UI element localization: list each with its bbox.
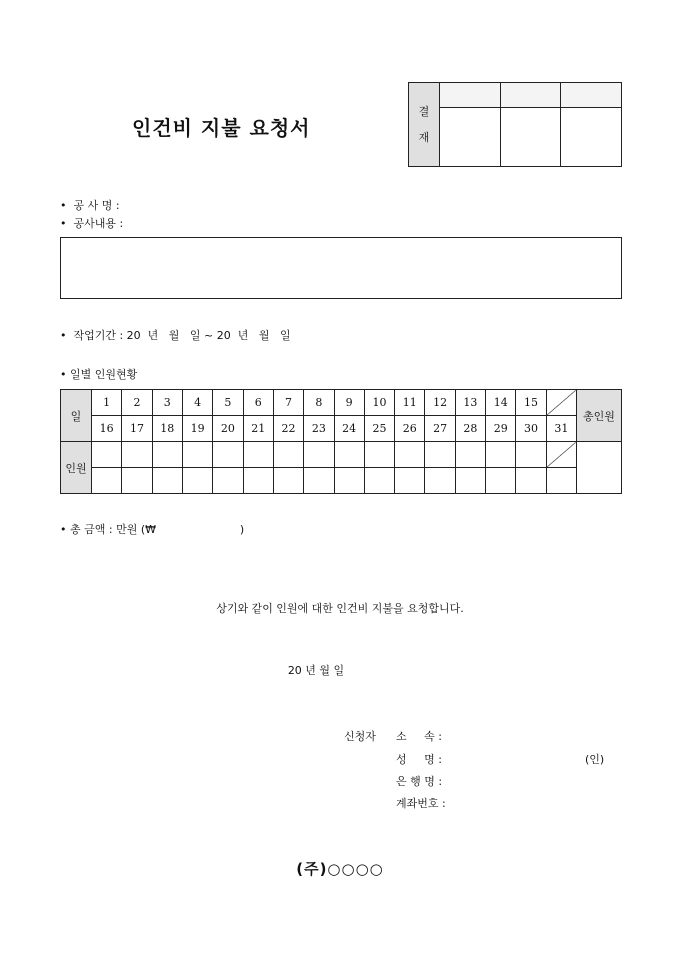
day-cell: 28 — [455, 416, 485, 442]
personnel-cell — [273, 442, 303, 468]
empty-diagonal-cell — [546, 442, 576, 468]
bank-label: 은 행 명 : — [396, 775, 443, 788]
day-row-2 — [61, 416, 622, 442]
day-cell: 30 — [516, 416, 546, 442]
approval-header-1 — [440, 83, 501, 108]
personnel-cell — [425, 442, 455, 468]
company-name: (주)○○○○ — [296, 860, 384, 878]
personnel-cell — [516, 442, 546, 468]
approval-header-2 — [500, 83, 561, 108]
personnel-cell — [486, 442, 516, 468]
day-cell: 13 — [455, 390, 485, 416]
personnel-cell — [455, 442, 485, 468]
personnel-cell — [152, 442, 182, 468]
empty-diagonal-cell — [546, 390, 576, 416]
personnel-cell — [364, 442, 394, 468]
personnel-cell — [455, 468, 485, 494]
day-cell: 24 — [334, 416, 364, 442]
personnel-cell — [213, 442, 243, 468]
personnel-cell — [182, 442, 212, 468]
day-cell: 16 — [92, 416, 122, 442]
day-cell: 2 — [122, 390, 152, 416]
document-title: 인건비 지불 요청서 — [132, 116, 311, 140]
day-cell: 18 — [152, 416, 182, 442]
personnel-label-cell: 인원 — [61, 442, 92, 494]
approval-sign-3 — [561, 108, 622, 167]
project-content-field: • 공사내용 : — [60, 217, 124, 230]
personnel-cell — [304, 468, 334, 494]
personnel-cell — [182, 468, 212, 494]
day-cell: 23 — [304, 416, 334, 442]
day-cell: 21 — [243, 416, 273, 442]
day-cell: 11 — [395, 390, 425, 416]
daily-personnel-table — [60, 389, 622, 494]
day-cell: 10 — [364, 390, 394, 416]
personnel-cell — [364, 468, 394, 494]
personnel-cell — [425, 468, 455, 494]
day-cell: 6 — [243, 390, 273, 416]
account-label: 계좌번호 : — [396, 797, 446, 810]
day-cell: 26 — [395, 416, 425, 442]
name-label: 성 명 : — [396, 753, 442, 766]
personnel-cell — [213, 468, 243, 494]
day-cell: 5 — [213, 390, 243, 416]
day-cell: 1 — [92, 390, 122, 416]
project-name-field: • 공 사 명 : — [60, 199, 120, 212]
personnel-cell — [273, 468, 303, 494]
personnel-cell — [486, 468, 516, 494]
day-cell: 17 — [122, 416, 152, 442]
personnel-cell — [516, 468, 546, 494]
personnel-cell — [92, 442, 122, 468]
daily-heading: • 일별 인원현황 — [60, 368, 138, 381]
personnel-cell — [546, 468, 576, 494]
project-name-label: 공 사 명 : — [73, 199, 120, 212]
day-row-1 — [61, 390, 622, 416]
personnel-cell — [243, 442, 273, 468]
approval-box — [408, 82, 622, 167]
affiliation-label: 소 속 : — [396, 730, 442, 743]
day-cell: 27 — [425, 416, 455, 442]
day-cell: 29 — [486, 416, 516, 442]
seal-label: (인) — [585, 753, 605, 766]
approval-label — [409, 83, 440, 167]
day-cell: 22 — [273, 416, 303, 442]
day-cell: 31 — [546, 416, 576, 442]
work-period-label: 작업기간 : 20 년 월 일 ~ 20 년 월 일 — [73, 329, 291, 342]
request-statement: 상기와 같이 인원에 대한 인건비 지불을 요청합니다. — [216, 602, 464, 615]
approval-sign-1 — [440, 108, 501, 167]
personnel-row-2 — [61, 468, 622, 494]
project-content-box — [60, 237, 622, 299]
project-content-label: 공사내용 : — [73, 217, 124, 230]
day-cell: 8 — [304, 390, 334, 416]
personnel-cell — [122, 468, 152, 494]
day-cell: 14 — [486, 390, 516, 416]
day-cell: 3 — [152, 390, 182, 416]
personnel-cell — [304, 442, 334, 468]
personnel-cell — [243, 468, 273, 494]
day-cell: 12 — [425, 390, 455, 416]
applicant-label: 신청자 — [344, 730, 376, 743]
personnel-cell — [395, 468, 425, 494]
day-cell: 9 — [334, 390, 364, 416]
personnel-cell — [152, 468, 182, 494]
approval-header-3 — [561, 83, 622, 108]
approval-label-char-1: 결 — [418, 104, 430, 118]
personnel-cell — [92, 468, 122, 494]
personnel-cell — [122, 442, 152, 468]
work-period-field: • 작업기간 : 20 년 월 일 ~ 20 년 월 일 — [60, 329, 291, 342]
day-cell: 20 — [213, 416, 243, 442]
personnel-row-1 — [61, 442, 622, 468]
day-cell: 25 — [364, 416, 394, 442]
day-cell: 7 — [273, 390, 303, 416]
day-cell: 4 — [182, 390, 212, 416]
total-amount-label: 총 금액 : 만원 (₩ ) — [70, 523, 245, 536]
day-label-cell: 일 — [61, 390, 92, 442]
daily-heading-label: 일별 인원현황 — [70, 368, 138, 381]
personnel-cell — [334, 468, 364, 494]
approval-label-char-2: 재 — [418, 130, 430, 144]
personnel-cell — [334, 442, 364, 468]
personnel-cell — [395, 442, 425, 468]
day-cell: 15 — [516, 390, 546, 416]
total-amount-field: • 총 금액 : 만원 (₩ ) — [60, 523, 245, 536]
date-line: 20 년 월 일 — [287, 664, 345, 677]
day-cell: 19 — [182, 416, 212, 442]
approval-sign-2 — [500, 108, 561, 167]
total-personnel-cell — [577, 442, 622, 494]
total-personnel-label: 총인원 — [577, 390, 622, 442]
